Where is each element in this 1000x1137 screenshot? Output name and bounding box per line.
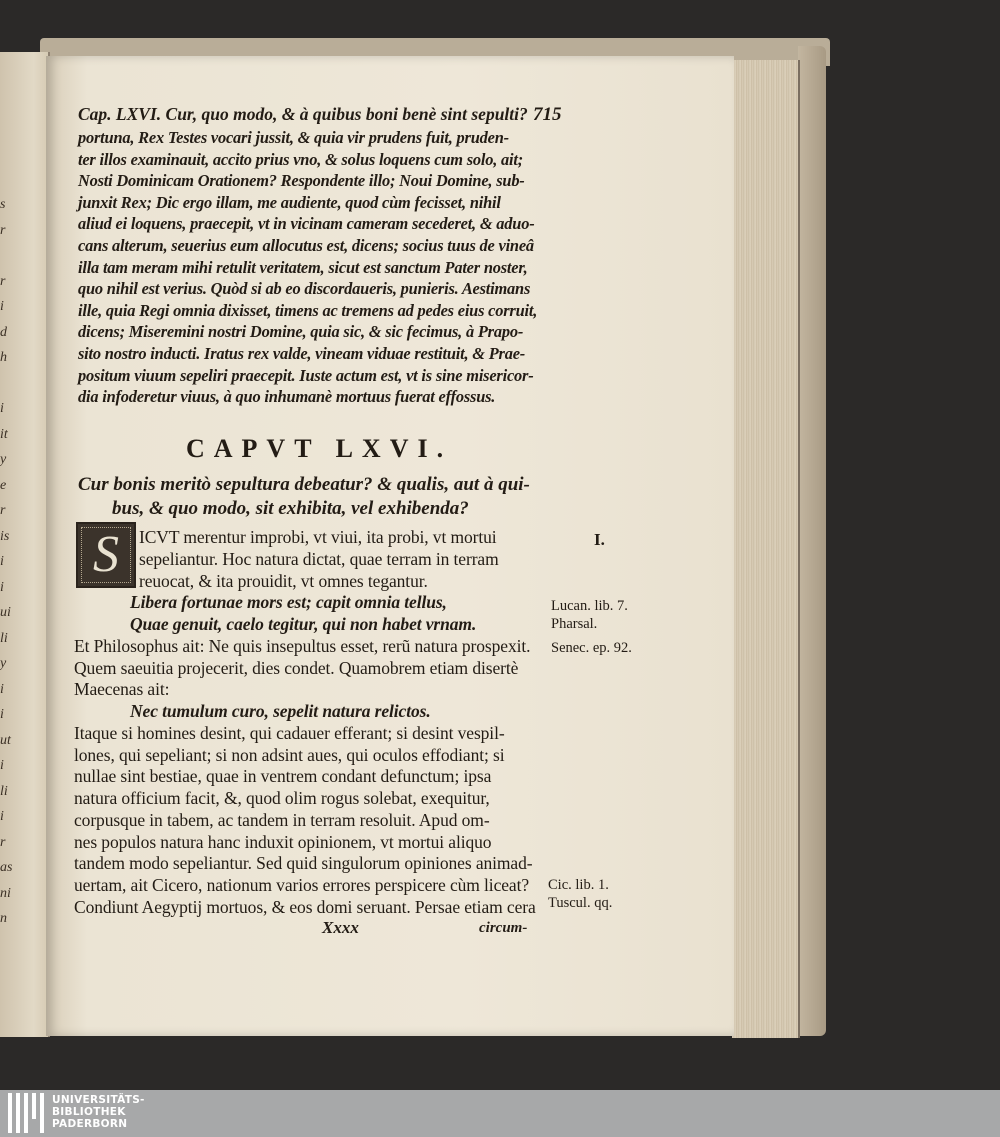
left-page-fragment: y: [0, 452, 7, 467]
left-page-fragment: i: [0, 401, 4, 416]
left-page: [0, 52, 50, 1037]
left-page-fragment: ni: [0, 885, 11, 901]
signature-mark: Xxxx: [322, 918, 359, 937]
left-page-fragment: it: [0, 426, 8, 442]
left-page-text-fragments: [0, 192, 14, 992]
body-text-line: nullae sint bestiae, quae in ventrem condant defunctum; ipsa: [74, 766, 492, 787]
left-page-fragment: r: [0, 834, 6, 850]
previous-text-line: cans alterum, seuerius eum allocutus est, dicens; socius tuus de vineâ: [78, 236, 534, 255]
left-page-fragment: as: [0, 860, 13, 875]
previous-text-line: dia infoderetur viuus, à quo inhumanè mortuus fuerat effossus.: [78, 387, 496, 407]
body-text-line: Et Philosophus ait: Ne quis insepultus esset, rerũ natura prospexit.: [74, 635, 531, 656]
body-text-line: ICVT merentur improbi, vt viui, ita probi, vt mortui: [139, 527, 497, 547]
logo-line-3: PADERBORN: [52, 1118, 128, 1130]
left-page-fragment: ui: [0, 605, 11, 620]
left-page-fragment: i: [0, 681, 4, 697]
left-page-fragment: i: [0, 554, 4, 569]
left-page-fragment: i: [0, 758, 4, 773]
left-page-fragment: d: [0, 324, 7, 340]
body-text-line: corpusque in tabem, ac tandem in terram resoluit. Apud om-: [74, 809, 490, 830]
chapter-heading: CAPVT LXVI.: [186, 434, 453, 463]
margin-note-cicero-1: Cic. lib. 1.: [548, 877, 609, 893]
left-page-fragment: i: [0, 579, 4, 595]
body-text-line: Quem saeuitia projecerit, dies condet. Quamobrem etiam disertè: [74, 657, 519, 678]
body-text-line: Libera fortunae mors est; capit omnia tellus,: [130, 592, 447, 613]
previous-text-line: ter illos examinauit, accito prius vno, & solus loquens cum solo, ait;: [78, 149, 523, 169]
body-text-line: Nec tumulum curo, sepelit natura relictos.: [130, 701, 431, 721]
body-text-line: lones, qui sepeliant; si non adsint aues, qui oculos effodiant; si: [74, 744, 505, 765]
logo-line-2: BIBLIOTHEK: [52, 1106, 126, 1118]
chapter-subtitle-line-1: Cur bonis meritò sepultura debeatur? & qualis, aut à qui-: [78, 474, 530, 495]
body-text-line: nes populos natura hanc induxit opinionem, vt mortui aliquo: [74, 831, 492, 852]
body-text-line: tandem modo sepeliantur. Sed quid singulorum opiniones animad-: [74, 853, 533, 874]
left-page-fragment: li: [0, 630, 8, 646]
footer-bar: [0, 1090, 1000, 1137]
page-number: 715: [533, 104, 562, 125]
previous-text-line: ille, quia Regi omnia dixisset, timens ac tremens ad pedes eius corruit,: [78, 300, 538, 320]
left-page-fragment: h: [0, 350, 7, 365]
previous-text-line: junxit Rex; Dic ergo illam, me audiente, quod cùm fecisset, nihil: [78, 192, 501, 212]
running-head: Cap. LXVI. Cur, quo modo, & à quibus boni benè sint sepulti?: [78, 104, 528, 124]
library-logo-text: [52, 1094, 145, 1130]
left-page-fragment: ut: [0, 732, 11, 748]
drop-cap-initial: [76, 522, 136, 588]
left-page-fragment: i: [0, 707, 4, 722]
previous-text-line: sito nostro inducti. Iratus rex valde, vineam viduae restituit, & Prae-: [78, 344, 526, 363]
left-page-fragment: i: [0, 809, 4, 824]
margin-note-seneca: Senec. ep. 92.: [551, 640, 632, 656]
left-page-fragment: [0, 371, 14, 397]
body-text-line: uertam, ait Cicero, nationum varios errores perspicere cùm liceat?: [74, 875, 530, 895]
body-text-line: natura officium facit, &, quod olim rogus solebat, exequitur,: [74, 788, 490, 808]
body-text-line: Itaque si homines desint, qui cadauer efferant; si desint vespil-: [74, 722, 505, 743]
left-page-fragment: y: [0, 656, 7, 671]
previous-text-line: positum viuum sepeliri praecepit. Iuste actum est, vt is sine misericor-: [78, 365, 534, 385]
left-page-fragment: e: [0, 477, 7, 493]
body-text-line: Condiunt Aegyptij mortuos, & eos domi seruant. Persae etiam cera: [74, 896, 536, 917]
left-page-fragment: i: [0, 299, 4, 314]
left-page-fragment: li: [0, 783, 8, 799]
body-text-line: Quae genuit, caelo tegitur, qui non habet vrnam.: [130, 614, 477, 634]
margin-note-cicero-2: Tuscul. qq.: [548, 895, 613, 911]
margin-section-number: I.: [594, 530, 605, 549]
previous-text-line: quo nihil est verius. Quòd si ab eo discordaueris, punieris. Aestimans: [78, 279, 531, 299]
left-page-fragment: [0, 243, 14, 269]
drop-cap-letter: S: [93, 526, 119, 583]
left-page-fragment: n: [0, 911, 7, 926]
chapter-subtitle-line-2: bus, & quo modo, sit exhibita, vel exhibenda?: [112, 498, 469, 519]
body-text-line: Maecenas ait:: [74, 679, 170, 700]
left-page-fragment: r: [0, 222, 6, 238]
previous-text-line: illa tam meram mihi retulit veritatem, sicut est sanctum Pater noster,: [78, 257, 528, 277]
catchword: circum-: [479, 920, 528, 936]
body-text-line: reuocat, & ita prouidit, vt omnes tegantur.: [139, 570, 428, 591]
margin-note-lucan-2: Pharsal.: [551, 616, 598, 632]
logo-line-1: UNIVERSITÄTS-: [52, 1094, 145, 1106]
body-text-line: sepeliantur. Hoc natura dictat, quae terram in terram: [139, 548, 499, 569]
library-logo-icon: [8, 1093, 46, 1133]
left-page-fragment: r: [0, 273, 6, 289]
left-page-fragment: is: [0, 528, 10, 544]
previous-text-line: aliud ei loquens, praecepit, vt in vicinam cameram secederet, & aduo-: [78, 214, 535, 234]
margin-note-lucan-1: Lucan. lib. 7.: [551, 598, 628, 614]
previous-text-line: Nosti Dominicam Orationem? Respondente illo; Noui Domine, sub-: [78, 171, 525, 191]
book-back-cover: [798, 46, 826, 1036]
previous-text-line: dicens; Miseremini nostri Domine, quia sic, & sic fecimus, à Prapo-: [78, 322, 524, 342]
previous-text-line: portuna, Rex Testes vocari jussit, & quia vir prudens fuit, pruden-: [78, 128, 509, 147]
page-fore-edge: [732, 60, 800, 1038]
left-page-fragment: s: [0, 197, 6, 212]
left-page-fragment: r: [0, 503, 6, 518]
